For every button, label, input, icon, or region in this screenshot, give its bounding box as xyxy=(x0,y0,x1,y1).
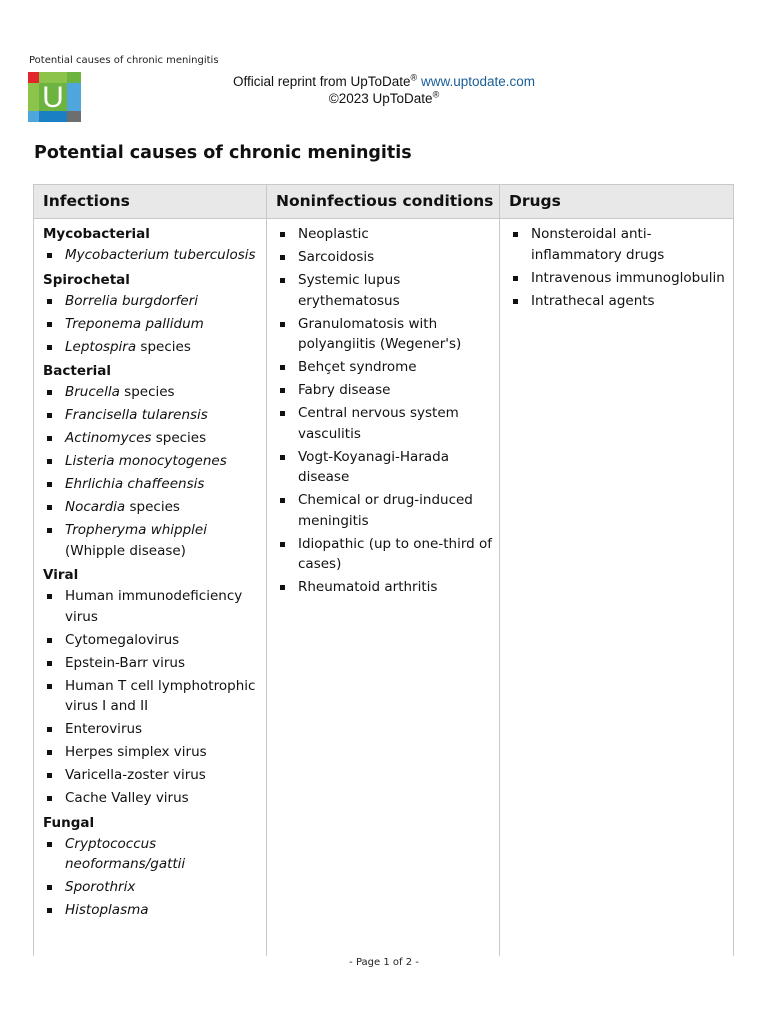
item-text: species xyxy=(151,430,207,446)
list-item xyxy=(34,405,266,426)
header-infections: Infections xyxy=(34,185,267,219)
item-text: Cache Valley virus xyxy=(65,790,189,806)
item-list xyxy=(34,834,266,921)
list-item: Vogt-Koyanagi-Harada disease xyxy=(267,447,499,488)
list-item: Rheumatoid arthritis xyxy=(267,577,499,598)
list-item xyxy=(34,245,266,266)
item-text: Ehrlichia chaffeensis xyxy=(65,476,205,492)
reprint-line: Official reprint from UpToDate xyxy=(232,74,411,89)
copyright-line: ©2023 UpToDate xyxy=(328,91,433,106)
registered-mark-2: ® xyxy=(432,89,440,100)
item-text: Actinomyces xyxy=(65,430,152,446)
list-item xyxy=(34,428,266,449)
list-item: Chemical or drug-induced meningitis xyxy=(267,490,499,531)
list-item: Systemic lupus erythematosus xyxy=(267,270,499,311)
item-text: Borrelia burgdorferi xyxy=(65,292,198,309)
list-item xyxy=(34,877,266,898)
list-item xyxy=(34,314,266,335)
item-text: Cryptococcus neoformans/gattii xyxy=(65,835,186,872)
list-item xyxy=(34,291,266,312)
item-text: Epstein-Barr virus xyxy=(65,654,185,671)
item-text: Sporothrix xyxy=(65,879,136,895)
list-item: Sarcoidosis xyxy=(267,247,499,268)
list-item xyxy=(34,337,266,358)
item-text: Human T cell lymphotrophic virus I and II xyxy=(65,677,256,714)
item-text: Listeria monocytogenes xyxy=(65,453,227,469)
header-noninfectious: Noninfectious conditions xyxy=(267,185,500,219)
item-text: Brucella xyxy=(65,384,120,400)
item-text: Cytomegalovirus xyxy=(65,631,180,648)
item-text: Mycobacterium tuberculosis xyxy=(65,247,256,263)
group-heading: Fungal xyxy=(43,814,95,831)
list-item: Neoplastic xyxy=(267,224,499,245)
group-heading: Spirochetal xyxy=(43,271,130,288)
list-item xyxy=(34,719,266,740)
list-item: Central nervous system vasculitis xyxy=(267,403,499,444)
list-item xyxy=(34,742,266,763)
list-item xyxy=(34,474,266,495)
document-title: Potential causes of chronic meningitis xyxy=(34,143,412,163)
item-list xyxy=(34,291,266,358)
uptodate-link[interactable]: www.uptodate.com xyxy=(420,74,536,89)
running-title: Potential causes of chronic meningitis xyxy=(29,55,219,66)
list-item: Fabry disease xyxy=(267,380,499,401)
list-item xyxy=(34,497,266,518)
item-text: species xyxy=(125,499,180,515)
list-item: Idiopathic (up to one-third of cases) xyxy=(267,534,499,575)
list-item xyxy=(34,451,266,472)
list-item xyxy=(34,630,266,651)
item-list xyxy=(34,586,266,809)
group-heading: Bacterial xyxy=(43,363,112,379)
item-text: Human immunodeficiency virus xyxy=(65,588,243,625)
item-list xyxy=(34,245,266,266)
item-text: Enterovirus xyxy=(65,721,143,737)
list-item: Intravenous immunoglobulin xyxy=(500,268,733,289)
list-item: Behçet syndrome xyxy=(267,357,499,378)
list-item xyxy=(34,382,266,403)
list-item xyxy=(34,520,266,561)
causes-table xyxy=(33,184,734,956)
item-text: Tropheryma whipplei xyxy=(65,522,207,538)
list-item xyxy=(34,653,266,674)
list-item xyxy=(34,765,266,786)
list-item: Nonsteroidal anti-inflammatory drugs xyxy=(500,224,733,265)
list-item xyxy=(34,586,266,627)
item-text: species xyxy=(136,338,191,355)
header-drugs: Drugs xyxy=(500,185,733,219)
item-text: Leptospira xyxy=(65,338,137,355)
list-item: Granulomatosis with polyangiitis (Wegener's) xyxy=(267,314,499,355)
group-heading: Mycobacterial xyxy=(43,226,150,242)
registered-mark: ® xyxy=(410,72,418,83)
item-list xyxy=(267,224,499,598)
item-text: Herpes simplex virus xyxy=(65,744,207,760)
item-list xyxy=(34,382,266,561)
reprint-notice xyxy=(0,73,768,107)
item-text: species xyxy=(119,384,175,400)
drugs-column xyxy=(500,219,733,956)
page-footer: - Page 1 of 2 - xyxy=(349,957,419,968)
item-text: (Whipple disease) xyxy=(65,542,186,559)
list-item xyxy=(34,788,266,809)
svg-text:U: U xyxy=(42,81,64,114)
item-text: Treponema pallidum xyxy=(65,315,204,332)
group-heading: Viral xyxy=(43,567,79,583)
list-item xyxy=(34,834,266,875)
noninfectious-column xyxy=(267,219,499,956)
item-text: Francisella tularensis xyxy=(65,407,208,423)
list-item xyxy=(34,900,266,921)
item-text: Histoplasma xyxy=(65,902,149,918)
item-text: Nocardia xyxy=(65,499,126,515)
item-list xyxy=(500,224,733,311)
infections-column xyxy=(34,219,266,956)
list-item xyxy=(34,676,266,717)
list-item: Intrathecal agents xyxy=(500,291,733,312)
item-text: Varicella-zoster virus xyxy=(65,767,206,783)
